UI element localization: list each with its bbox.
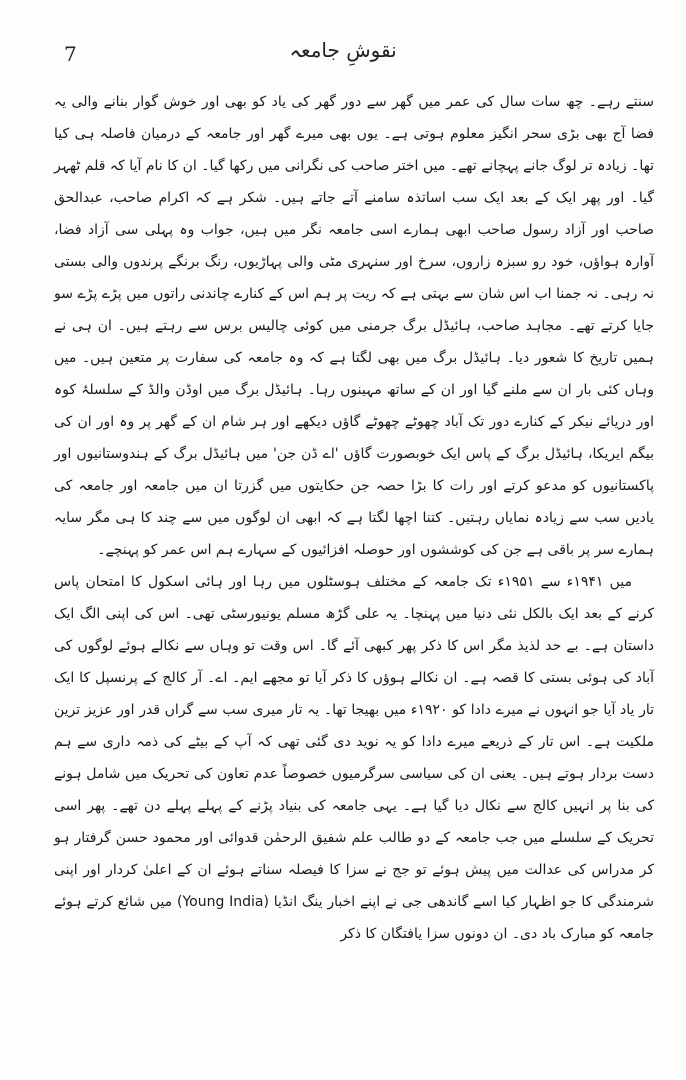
body-text	[54, 86, 654, 950]
page-number: 7	[64, 42, 77, 66]
running-title: نقوشِ جامعہ	[289, 38, 397, 62]
paragraph: میں ۱۹۴۱ء سے ۱۹۵۱ء تک جامعہ کے مختلف ہوسٹلوں میں رہا اور ہائی اسکول کا امتحان پاس کرنے کے بعد ایک بالکل نئی دنیا میں پہنچا۔ یہ علی گڑھ مسلم یونیورسٹی تھی۔ اس کی اپنی الگ ایک داستان ہے۔ بے حد لذیذ مگر اس کا ذکر پھر کبھی آئے گا۔ اس وقت تو وہاں سے نکالے ہوئے لوگوں کی آباد کی ہوئی بستی کا قصہ ہے۔ ان نکالے ہوؤں کا ذکر آیا تو مجھے ایم۔ اے۔ آر کالج کے پرنسپل کا ایک تار یاد آیا جو انہوں نے میرے دادا کو ۱۹۲۰ء میں بھیجا تھا۔ یہ تار میری سب سے گراں قدر اور عزیز ترین ملکیت ہے۔ اس تار کے ذریعے میرے دادا کو یہ نوید دی گئی تھی کہ آپ کے بیٹے کی ذمہ داری سے ہم دست بردار ہوتے ہیں۔ یعنی ان کی سیاسی سرگرمیوں خصوصاً عدم تعاون کی تحریک میں شامل ہونے کی بنا پر انہیں کالج سے نکال دیا گیا ہے۔ یہی جامعہ کی بنیاد پڑنے کے پہلے پہلے دن تھے۔ پھر اسی تحریک کے سلسلے میں جب جامعہ کے دو طالب علم شفیق الرحمٰن قدوائی اور محمود حسن گرفتار ہو کر مدراس کی عدالت میں پیش ہوئے تو جج نے سزا کا فیصلہ سناتے ہوئے ان کے اعلیٰ کردار اور اپنی شرمندگی کا جو اظہار کیا اسے گاندھی جی نے اپنے اخبار ینگ انڈیا (Young India) میں شائع کرتے ہوئے جامعہ کو مبارک باد دی۔ ان دونوں سزا یافتگان کا ذکر	[54, 574, 655, 942]
page-header	[0, 38, 686, 68]
paragraph: سنتے رہے۔ چھ سات سال کی عمر میں گھر سے دور گھر کی یاد کو بھی اور خوش گوار بنانے والی یہ فضا آج بھی بڑی سحر انگیز معلوم ہوتی ہے۔ یوں بھی میرے گھر اور جامعہ کے درمیان فاصلہ ہی کیا تھا۔ زیادہ تر لوگ جانے پہچانے تھے۔ میں اختر صاحب کی نگرانی میں رکھا گیا۔ ان کا نام آیا کہ قلم ٹھہر گیا۔ اور پھر ایک کے بعد ایک سب اساتذہ سامنے آتے جاتے ہیں۔ شکر ہے کہ اکرام صاحب، عبدالحق صاحب اور آزاد رسول صاحب ابھی ہمارے اسی جامعہ نگر میں ہیں، جواب وہ پہلی سی آزاد فضا، آوارہ ہواؤں، خود رو سبزہ زاروں، سرخ اور سنہری مٹی والی پہاڑیوں، رنگ برنگے پرندوں والی بستی نہ رہی۔ نہ جمنا اب اس شان سے بہتی ہے کہ ریت پر ہم اس کے کنارے چاندنی راتوں میں پڑے پڑے سو جایا کرتے تھے۔ مجاہد صاحب، ہائیڈل برگ جرمنی میں کوئی چالیس برس سے رہتے ہیں۔ ان ہی نے ہمیں تاریخ کا شعور دیا۔ ہائیڈل برگ میں بھی لگتا ہے کہ وہ جامعہ کی سفارت پر متعین ہیں۔ میں وہاں کئی بار ان سے ملنے گیا اور ان کے ساتھ مہینوں رہا۔ ہائیڈل برگ میں اوڈن والڈ کے سلسلۂ کوہ اور دریائے نیکر کے کنارے دور تک آباد چھوٹے چھوٹے گاؤں دیکھے اور ہر شام ان کے گھر پر وہ اور ان کی بیگم ایریکا، ہائیڈل برگ کے پاس ایک خوبصورت گاؤں 'اے ڈن جن' میں ہائیڈل برگ کے ہندوستانیوں اور پاکستانیوں کو مدعو کرتے اور رات کا بڑا حصہ جن حکایتوں میں گزرتا ان میں جامعہ اور جامعہ کی یادیں سب سے زیادہ نمایاں رہتیں۔ کتنا اچھا لگتا ہے کہ ابھی ان لوگوں میں سے چند کا ہی مگر سایہ ہمارے سر پر باقی ہے جن کی کوششوں اور حوصلہ افزائیوں کے سہارے ہم اس عمر کو پہنچے۔	[54, 94, 654, 558]
